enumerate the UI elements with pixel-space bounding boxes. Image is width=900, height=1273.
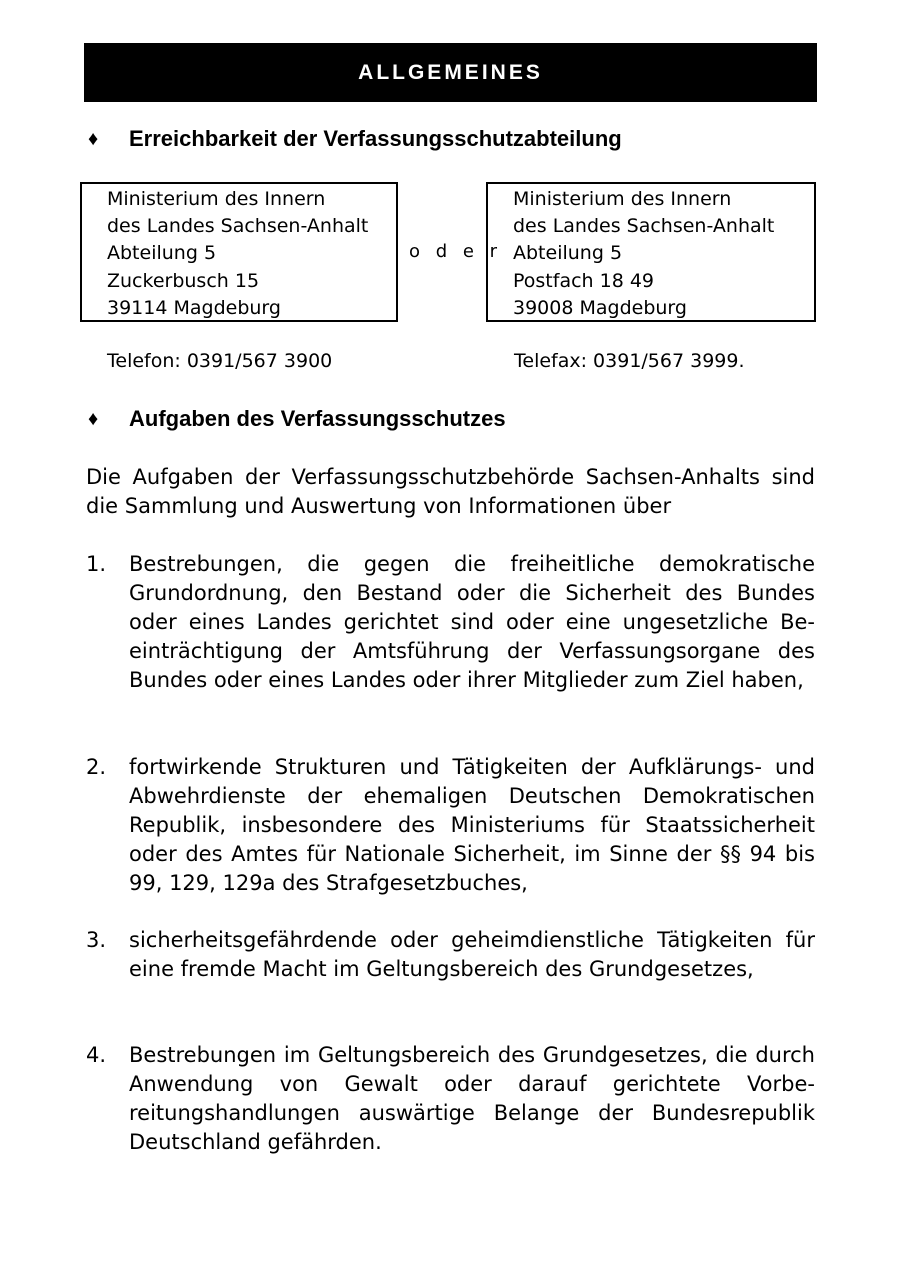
address-line: des Landes Sachsen-Anhalt (513, 215, 775, 238)
address-line: Abteilung 5 (513, 242, 623, 265)
address-line: Abteilung 5 (107, 242, 217, 265)
list-item-text: Bestrebungen im Geltungsbereich des Grundgesetzes, die durch Anwendung von Gewalt oder darauf gerichtete Vorbereitungshandlungen auswärtige Belange der Bundesrepublik Deutschland gefährden. (129, 1043, 815, 1154)
address-line: 39114 Magdeburg (107, 296, 281, 319)
list-item-number: 3. (86, 928, 107, 952)
section-banner: ALLGEMEINES (84, 43, 817, 102)
address-box-postbox (486, 182, 816, 322)
heading-text: Erreichbarkeit der Verfassungsschutzabteilung (129, 126, 622, 151)
list-item-text: sicherheitsgefährdende oder geheimdienstliche Tätigkeiten für eine fremde Macht im Geltungsbereich des Grundgesetzes, (129, 928, 815, 981)
diamond-bullet-icon: ♦ (88, 127, 99, 150)
list-item (86, 926, 815, 984)
list-item-number: 2. (86, 755, 107, 779)
list-item (86, 1041, 815, 1157)
address-box-street (80, 182, 398, 322)
list-item-text: Bestrebungen, die gegen die freiheitliche demokratische Grundordnung, den Bestand oder die Sicherheit des Bundes oder eines Landes gerichtet sind oder eine ungesetzliche Beeinträchtigung der Amtsführung der Verfassungsorgane des Bundes oder eines Landes oder ihrer Mitglieder zum Ziel haben, (129, 552, 815, 692)
address-line: 39008 Magdeburg (513, 296, 687, 319)
heading-text: Aufgaben des Verfassungsschutzes (129, 406, 506, 431)
list-item (86, 753, 815, 898)
intro-paragraph: Die Aufgaben der Verfassungsschutzbehörde Sachsen-Anhalts sind die Sammlung und Auswertung von Informationen über (86, 465, 815, 518)
address-line: Zuckerbusch 15 (107, 269, 260, 292)
section-heading-reachability (88, 126, 622, 152)
fax-number: Telefax: 0391/567 3999. (514, 350, 745, 372)
address-line: Ministerium des Innern (513, 188, 732, 210)
list-item-text: fortwirkende Strukturen und Tätigkeiten der Aufklärungs- und Abwehrdienste der ehemaligen Deutschen Demokratischen Republik, insbesondere des Ministeriums für Staatssicherheit oder des Amtes für Nationale Sicherheit, im Sinne der §§ 94 bis 99, 129, 129a des Strafgesetzbuches, (129, 755, 815, 895)
list-item-number: 4. (86, 1043, 107, 1067)
list-item-number: 1. (86, 552, 107, 576)
address-line: des Landes Sachsen-Anhalt (107, 215, 369, 238)
address-line: Postfach 18 49 (513, 269, 655, 292)
address-line: Ministerium des Innern (107, 188, 326, 210)
list-item (86, 550, 815, 695)
diamond-bullet-icon: ♦ (88, 407, 99, 430)
section-heading-tasks (88, 406, 506, 432)
address-connector: o d e r (409, 241, 503, 262)
phone-number: Telefon: 0391/567 3900 (107, 350, 333, 372)
